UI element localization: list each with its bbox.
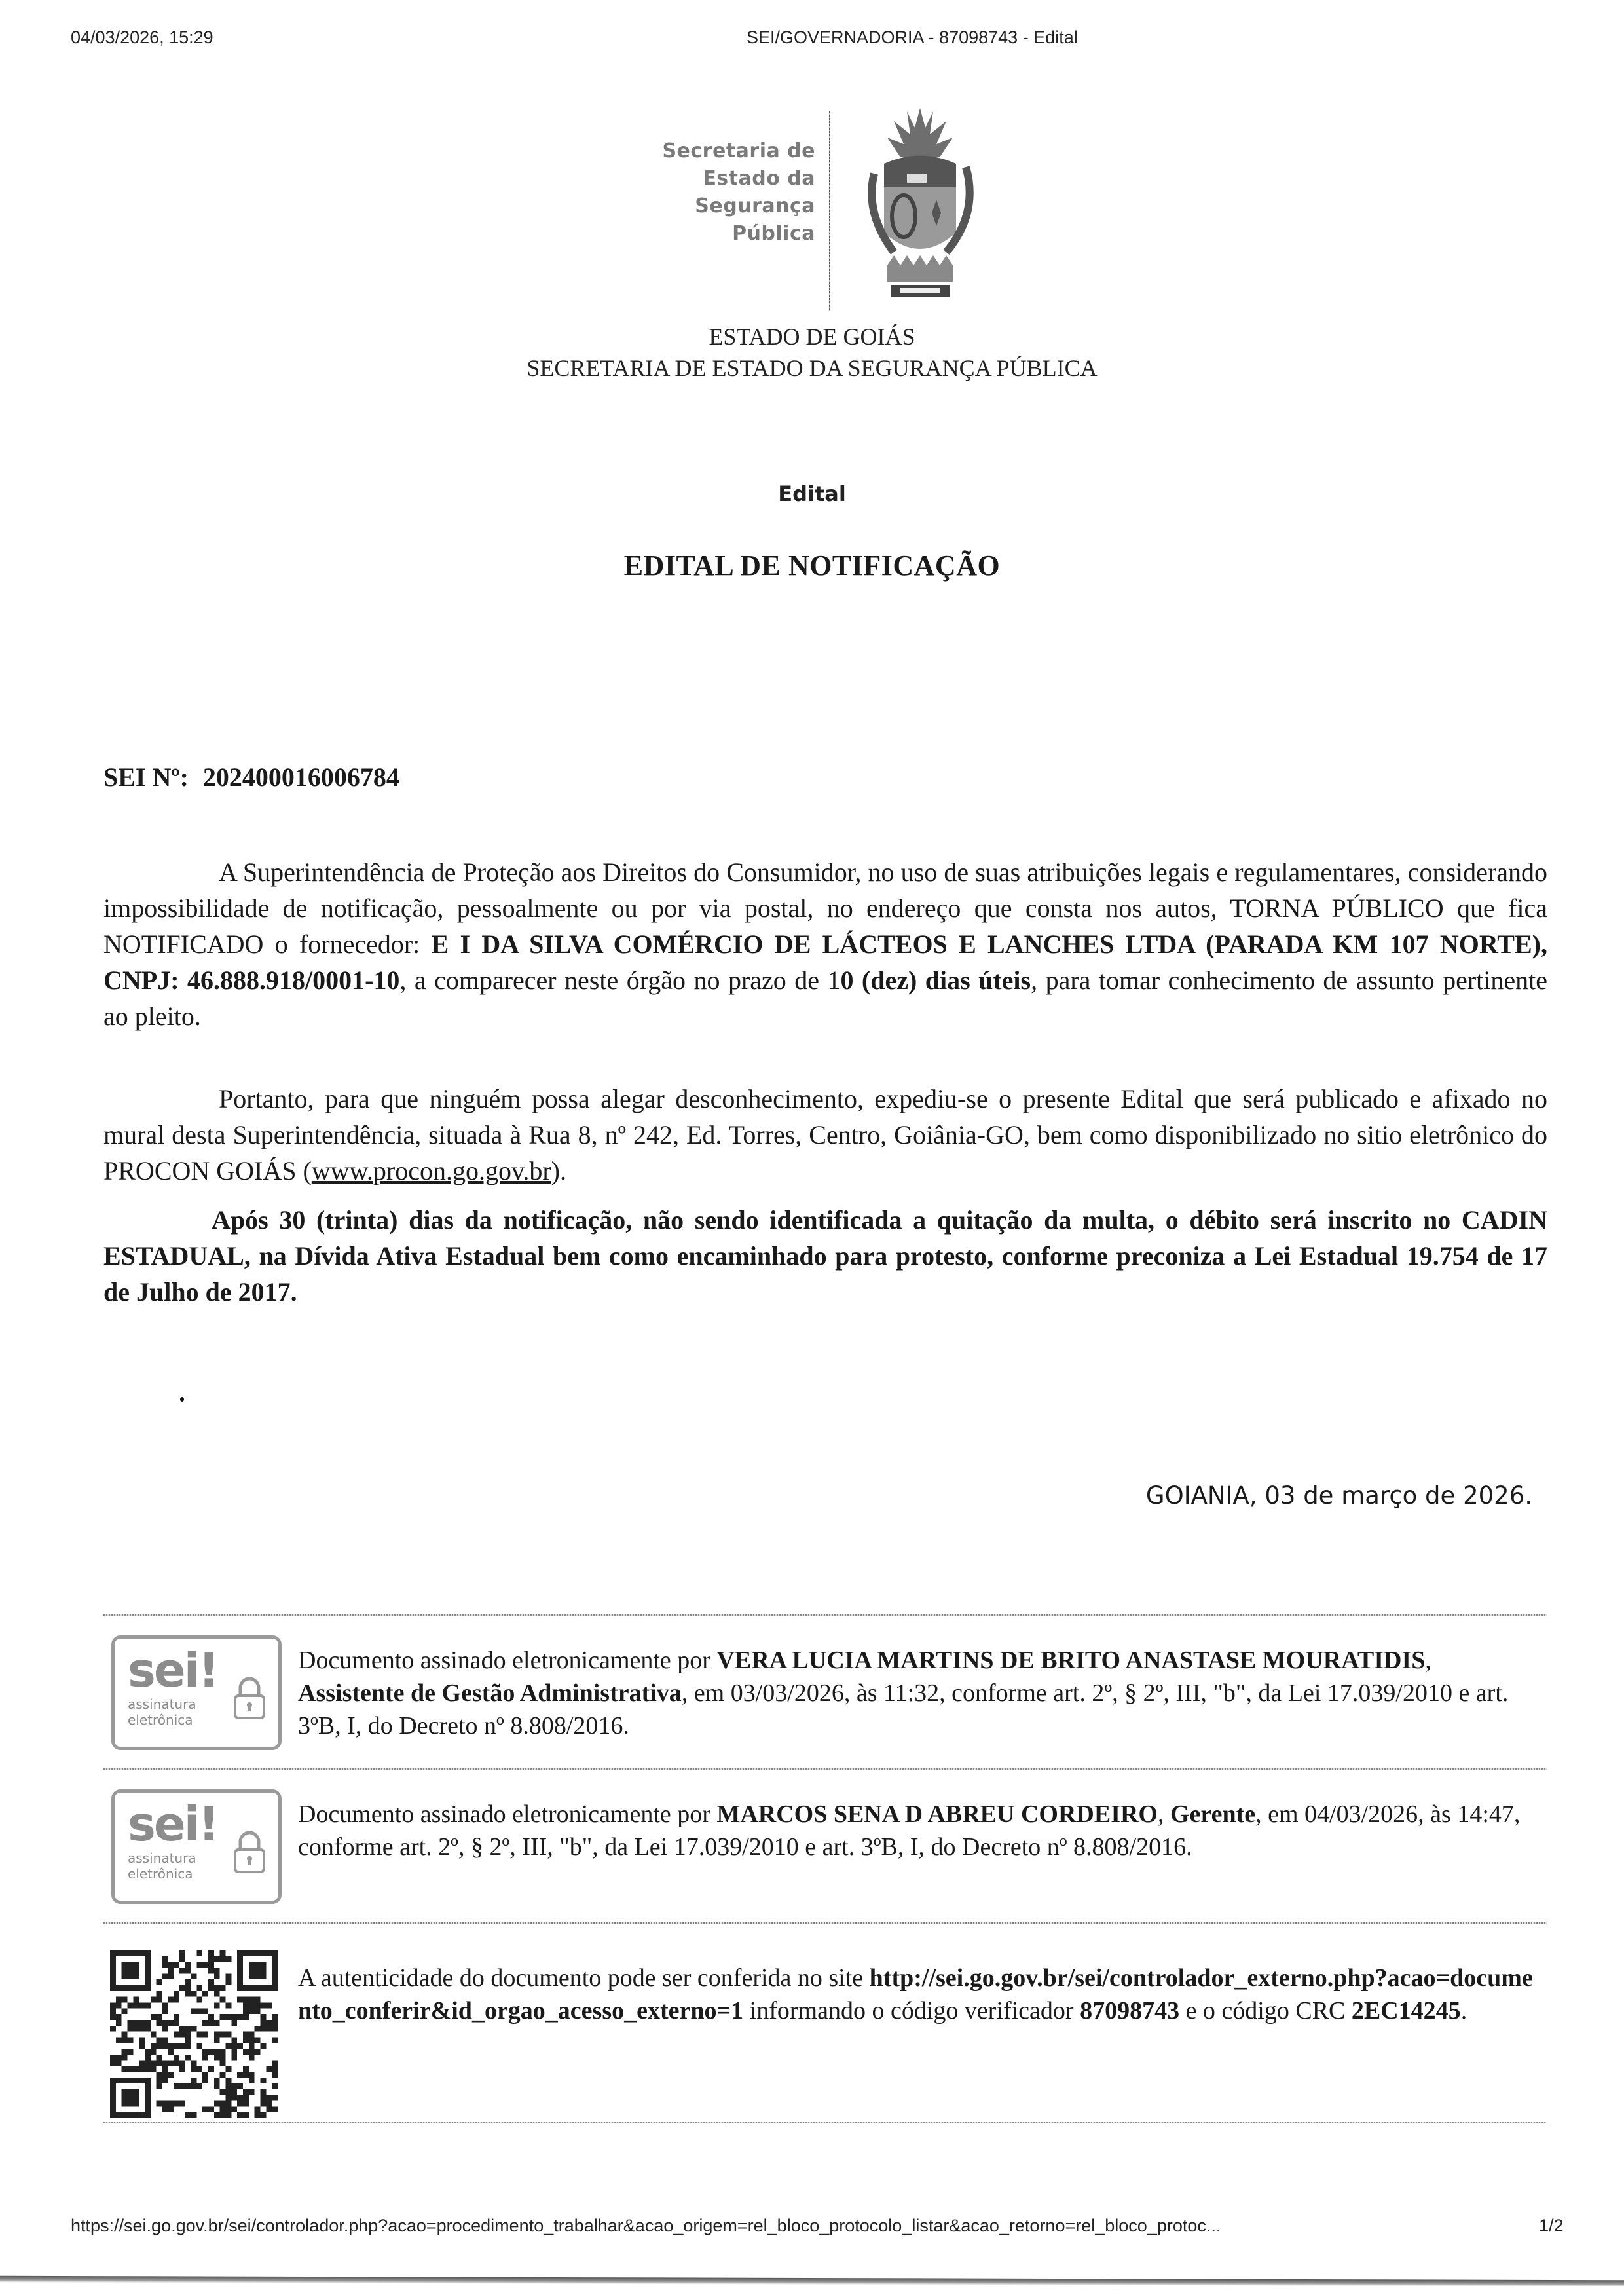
sei-logo: sei! <box>128 1797 218 1852</box>
sei-signature-badge <box>111 1635 282 1750</box>
secretariat-name: SECRETARIA DE ESTADO DA SEGURANÇA PÚBLICA <box>526 355 1098 381</box>
procon-link[interactable]: www.procon.go.gov.br <box>311 1156 551 1185</box>
scan-edge-shadow <box>0 2276 1624 2286</box>
signer-name: MARCOS SENA D ABREU CORDEIRO <box>716 1801 1158 1828</box>
notification-paragraph <box>103 854 1547 1034</box>
signature-text: Documento assinado eletronicamente por MARCOS SENA D ABREU CORDEIRO, Gerente, em 04/03/2026, às 14:47, conforme art. 2º, § 2º, III, "b", da Lei 17.039/2010 e art. 3ºB, I, do Decreto nº 8.808/2016. <box>298 1801 1521 1861</box>
browser-print-footer <box>0 2216 1624 2242</box>
sei-label: SEI Nº: <box>103 762 189 792</box>
badge-subtitle: assinatura eletrônica <box>128 1850 196 1882</box>
supplier-cnpj: CNPJ: 46.888.918/0001-10 <box>103 965 400 995</box>
page-number: 1/2 <box>1539 2216 1564 2235</box>
state-name: ESTADO DE GOIÁS <box>709 324 915 350</box>
badge-subtitle: assinatura eletrônica <box>128 1696 196 1728</box>
paragraph-intro: A Superintendência de Proteção aos Direitos do Consumidor, no uso de suas atribuições legais e regulamentares, considerando impossibilidade de notificação, pessoalmente ou por via postal, no endereço que consta nos autos, TORNA PÚBLICO que fica NOTIFICADO o fornecedor: <box>103 857 1547 959</box>
authenticity-text: A autenticidade do documento pode ser conferida no site http://sei.go.gov.br/sei/controlador_externo.php?acao=documento_conferir&id_orgao_acesso_externo=1 informando o código verificador 87098743 e o código CRC 2EC14245. <box>298 1964 1533 2024</box>
signer-role: Assistente de Gestão Administrativa <box>298 1679 682 1707</box>
logo-line: Pública <box>732 222 815 245</box>
org-header <box>0 321 1624 384</box>
sei-signature-badge <box>111 1789 282 1904</box>
signature-block <box>103 1778 1547 1916</box>
deadline: 0 (dez) dias úteis <box>840 965 1031 995</box>
signer-name: VERA LUCIA MARTINS DE BRITO ANASTASE MOURATIDIS <box>716 1647 1426 1674</box>
paragraph-text: Portanto, para que ninguém possa alegar desconhecimento, expediu-se o presente Edital que será publicado e afixado no mural desta Superintendência, situada à Rua 8, nº 242, Ed. Torres, Centro, Goiânia-GO, bem como disponibilizado no sitio eletrônico do PROCON GOIÁS ( <box>103 1084 1547 1185</box>
paragraph-mid: , a comparecer neste órgão no prazo de 1 <box>399 965 841 995</box>
signature-block <box>103 1624 1547 1762</box>
paragraph-end: , para tomar conhecimento de assunto pertinente ao pleito. <box>103 965 1547 1031</box>
print-datetime: 04/03/2026, 15:29 <box>71 28 213 47</box>
separator <box>103 1768 1547 1770</box>
logo-line: Segurança <box>695 195 815 217</box>
debt-warning-paragraph <box>103 1202 1547 1310</box>
logo-divider <box>829 111 830 311</box>
scan-mark <box>180 1397 184 1402</box>
print-url: https://sei.go.gov.br/sei/controlador.php?acao=procedimento_trabalhar&acao_origem=rel_bloco_protocolo_listar&acao_retorno=rel_bloco_protoc... <box>71 2216 1221 2235</box>
separator <box>103 1614 1547 1616</box>
place-date: GOIANIA, 03 de março de 2026. <box>1145 1482 1532 1510</box>
signer-role: Gerente <box>1170 1801 1256 1828</box>
logo-line: Estado da <box>703 167 815 190</box>
paragraph-end: ). <box>551 1156 566 1185</box>
sei-logo: sei! <box>128 1643 218 1698</box>
separator <box>103 1922 1547 1924</box>
signature-text: Documento assinado eletronicamente por VERA LUCIA MARTINS DE BRITO ANASTASE MOURATIDIS, Assistente de Gestão Administrativa, em 03/03/2026, às 11:32, conforme art. 2º, § 2º, III, "b", da Lei 17.039/2010 e art. 3ºB, I, do Decreto nº 8.808/2016. <box>298 1647 1509 1740</box>
lock-icon <box>232 1829 267 1875</box>
logo-line: Secretaria de <box>662 140 815 162</box>
browser-print-header <box>0 22 1624 48</box>
verification-url[interactable]: http://sei.go.gov.br/sei/controlador_externo.php?acao=documento_conferir&id_orgao_acesso_externo=1 <box>298 1964 1533 2024</box>
authenticity-block <box>103 1939 1547 2116</box>
ssp-logo <box>629 92 1048 301</box>
print-page-title: SEI/GOVERNADORIA - 87098743 - Edital <box>747 28 1078 47</box>
publication-paragraph <box>103 1081 1547 1189</box>
lock-icon <box>232 1675 267 1721</box>
verifier-code: 87098743 <box>1080 1997 1180 2024</box>
document-title: EDITAL DE NOTIFICAÇÃO <box>623 550 1001 582</box>
coat-of-arms-icon <box>855 102 986 305</box>
logo-text <box>662 138 815 248</box>
qr-code-icon[interactable] <box>110 1950 278 2118</box>
sei-value: 202400016006784 <box>202 762 399 792</box>
sei-process-number <box>103 762 399 793</box>
paragraph-text: Após 30 (trinta) dias da notificação, não sendo identificada a quitação da multa, o débito será inscrito no CADIN ESTADUAL, na Dívida Ativa Estadual bem como encaminhado para protesto, conforme preconiza a Lei Estadual 19.754 de 17 de Julho de 2017. <box>103 1205 1547 1307</box>
supplier-name: E I DA SILVA COMÉRCIO DE LÁCTEOS E LANCHES LTDA (PARADA KM 107 NORTE), <box>431 929 1547 959</box>
document-type: Edital <box>778 481 846 506</box>
separator <box>103 2122 1547 2123</box>
crc-code: 2EC14245 <box>1351 1997 1461 2024</box>
